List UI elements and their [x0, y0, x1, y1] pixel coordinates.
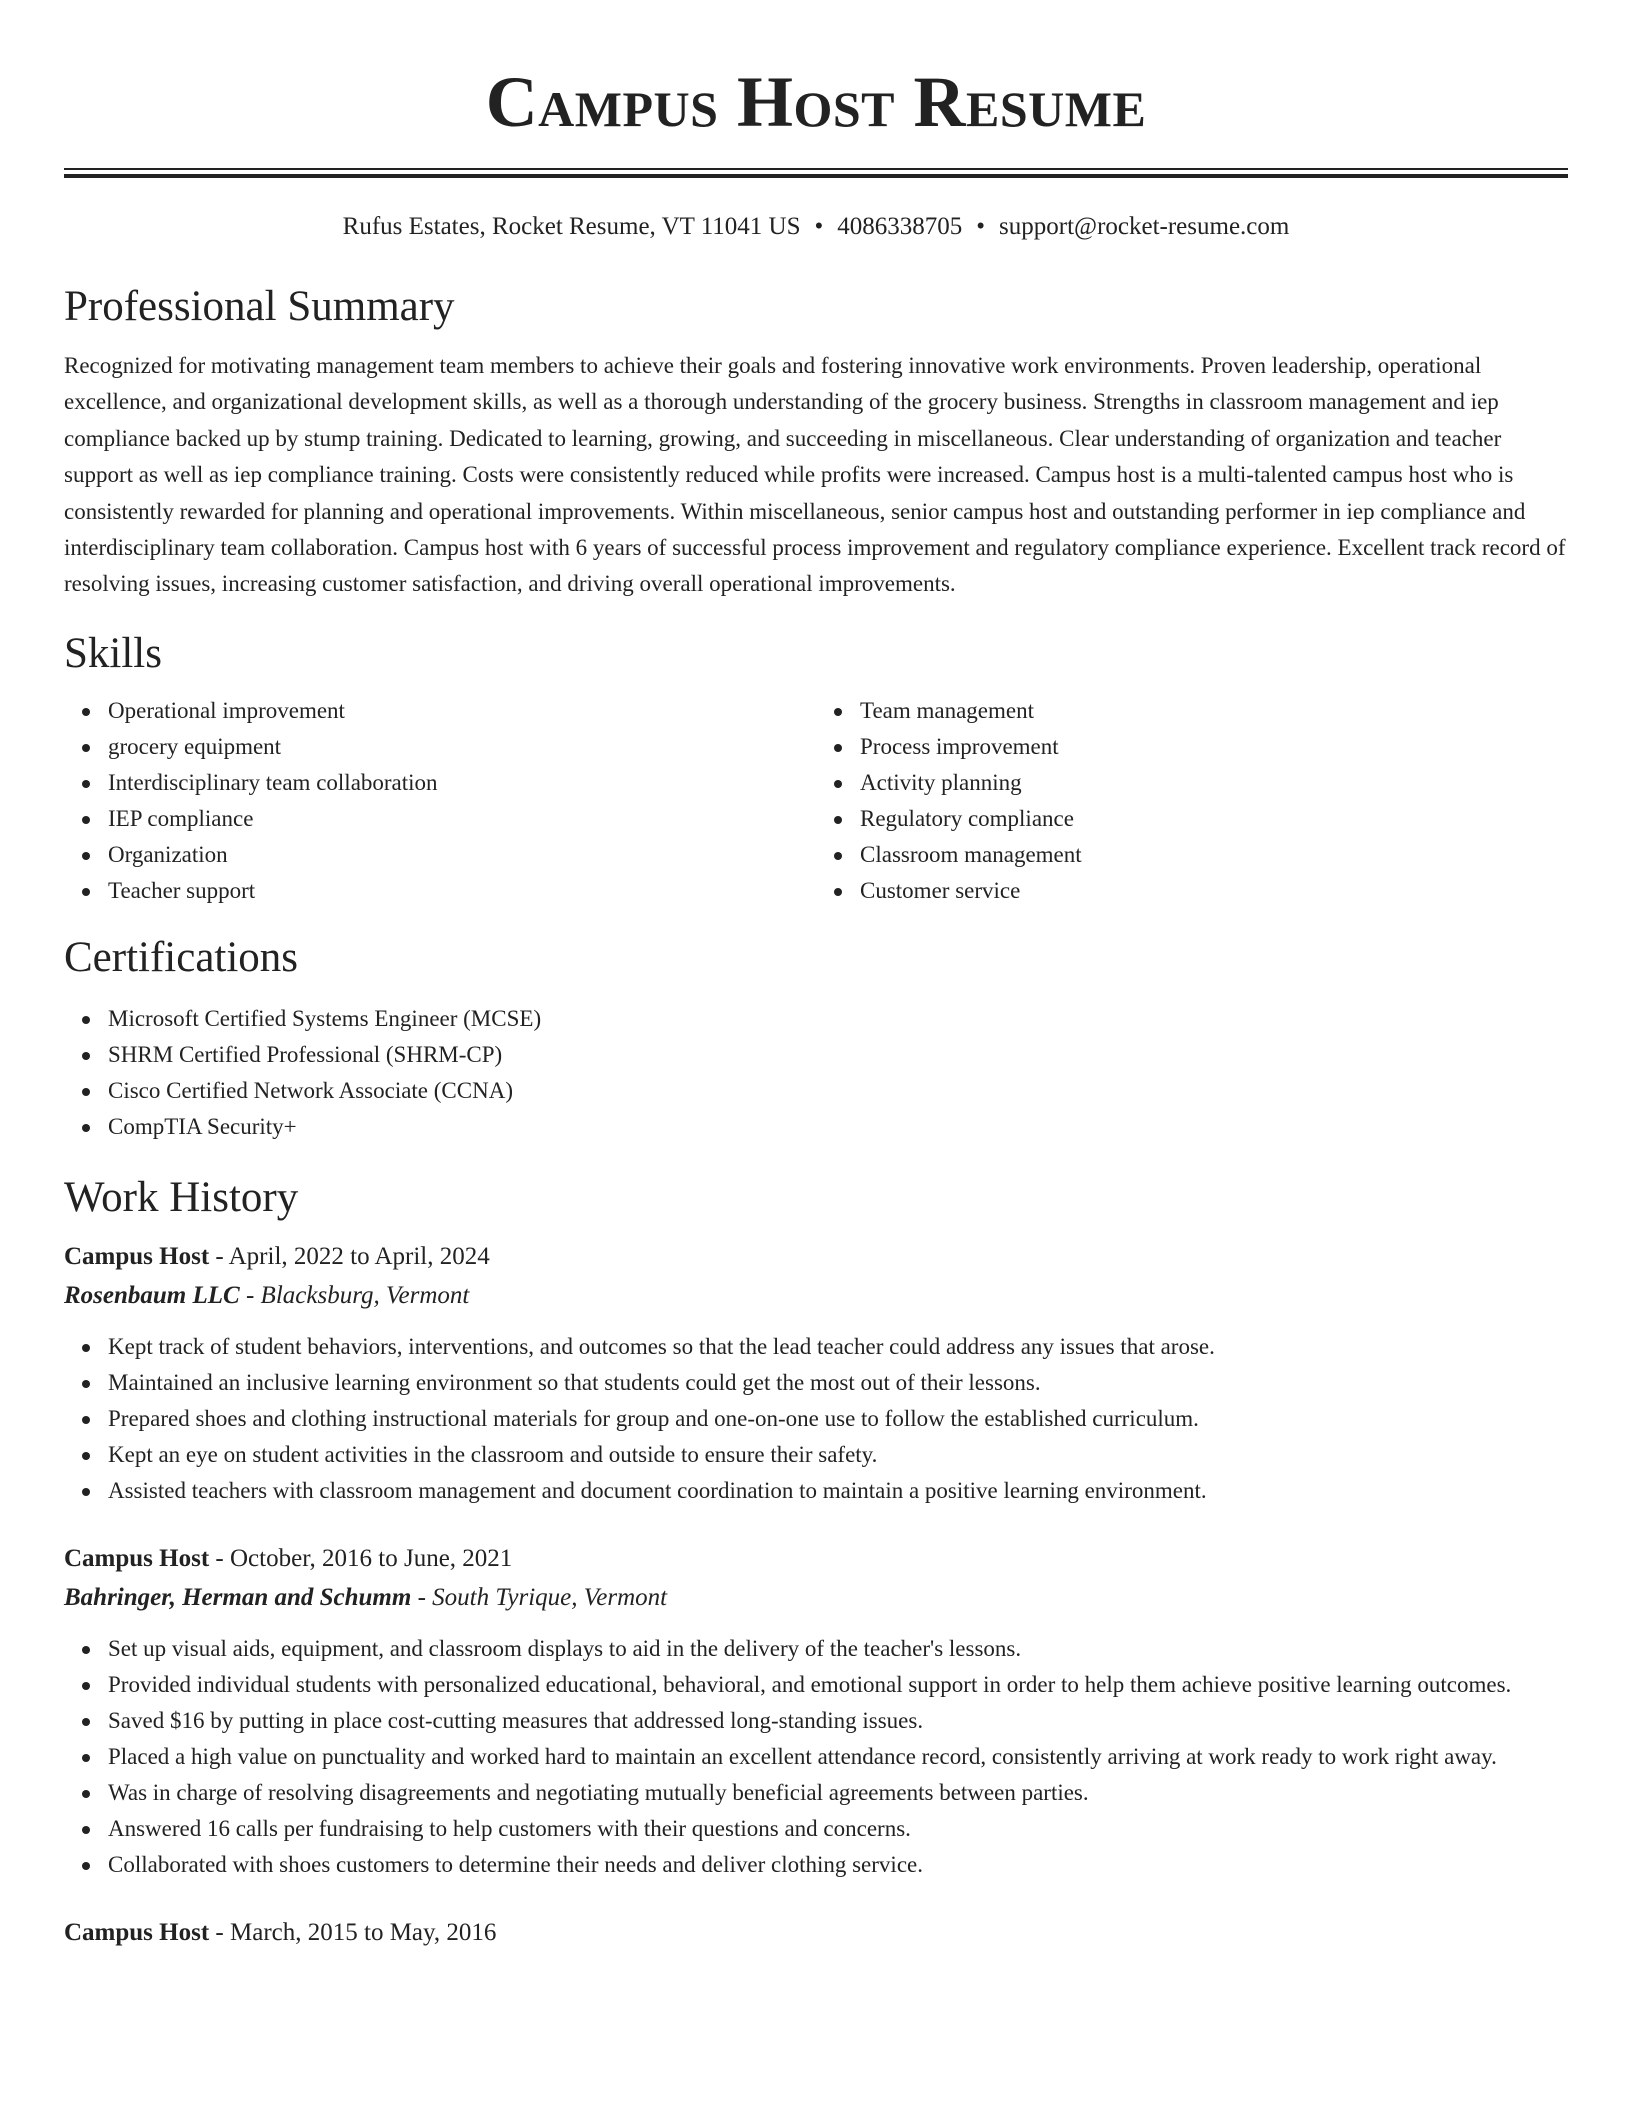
- summary-text: Recognized for motivating management team members to achieve their goals and fostering innovative work environments. Proven leadership, operational excellence, and organizational development skills, as well as a thorough understanding of the grocery business. Strengths in classroom management and iep compliance backed up by stump training. Dedicated to learning, growing, and succeeding in miscellaneous. Clear understanding of organization and teacher support as well as iep compliance training. Costs were consistently reduced while profits were increased. Campus host is a multi-talented campus host who is consistently rewarded for planning and operational improvements. Within miscellaneous, senior campus host and outstanding performer in iep compliance and interdisciplinary team collaboration. Campus host with 6 years of successful process improvement and regulatory compliance experience. Excellent track record of resolving issues, increasing customer satisfaction, and driving overall operational improvements.: [64, 353, 1566, 597]
- job-title: Campus Host: [64, 1544, 210, 1572]
- job-title-line: [64, 1237, 1568, 1276]
- contact-email: support@rocket-resume.com: [999, 213, 1290, 240]
- job-bullet: Kept track of student behaviors, interventions, and outcomes so that the lead teacher could address any issues that arose.: [64, 1329, 1568, 1365]
- job-dates: - March, 2015 to May, 2016: [209, 1918, 497, 1946]
- skill-item: Customer service: [816, 873, 1568, 909]
- skill-item: Classroom management: [816, 837, 1568, 873]
- contact-separator: •: [976, 213, 986, 240]
- skill-item: Interdisciplinary team collaboration: [64, 765, 816, 801]
- job-bullet: Prepared shoes and clothing instructional materials for group and one-on-one use to follow the established curriculum.: [64, 1401, 1568, 1437]
- job-location: - South Tyrique, Vermont: [411, 1583, 668, 1611]
- job-bullet: Set up visual aids, equipment, and classroom displays to aid in the delivery of the teacher's lessons.: [64, 1631, 1568, 1667]
- certification-item: Microsoft Certified Systems Engineer (MCSE): [64, 1001, 1568, 1037]
- job-bullet: Collaborated with shoes customers to determine their needs and deliver clothing service.: [64, 1847, 1568, 1883]
- skills-list-right: [816, 693, 1568, 909]
- page-title: Campus Host Resume: [485, 62, 1147, 142]
- job-title: Campus Host: [64, 1918, 210, 1946]
- job-entry: [64, 1913, 1568, 1952]
- job-dates: - October, 2016 to June, 2021: [209, 1544, 513, 1572]
- job-title: Campus Host: [64, 1242, 210, 1270]
- job-title-line: [64, 1913, 1568, 1952]
- job-bullets: [64, 1329, 1568, 1509]
- job-company: Bahringer, Herman and Schumm: [64, 1583, 412, 1611]
- contact-separator: •: [814, 213, 824, 240]
- job-dates: - April, 2022 to April, 2024: [209, 1242, 490, 1270]
- work-history-heading: Work History: [64, 1173, 299, 1221]
- job-entry: [64, 1237, 1568, 1509]
- skill-item: grocery equipment: [64, 729, 816, 765]
- contact-line: [64, 212, 1568, 242]
- job-entry: [64, 1539, 1568, 1883]
- skills-list-left: [64, 693, 816, 909]
- contact-phone: 4086338705: [837, 213, 963, 240]
- job-company-line: [64, 1276, 1568, 1315]
- skill-item: Activity planning: [816, 765, 1568, 801]
- job-bullet: Provided individual students with personalized educational, behavioral, and emotional support in order to help them achieve positive learning outcomes.: [64, 1667, 1568, 1703]
- job-company: Rosenbaum LLC: [64, 1281, 240, 1309]
- skill-item: Process improvement: [816, 729, 1568, 765]
- skills-heading: Skills: [64, 629, 162, 677]
- job-bullet: Placed a high value on punctuality and worked hard to maintain an excellent attendance record, consistently arriving at work ready to work right away.: [64, 1739, 1568, 1775]
- skills-columns: [64, 693, 1568, 909]
- job-bullet: Assisted teachers with classroom management and document coordination to maintain a positive learning environment.: [64, 1473, 1568, 1509]
- skill-item: Team management: [816, 693, 1568, 729]
- certifications-heading: Certifications: [64, 933, 299, 981]
- certification-item: CompTIA Security+: [64, 1109, 1568, 1145]
- skill-item: Operational improvement: [64, 693, 816, 729]
- job-bullet: Maintained an inclusive learning environment so that students could get the most out of their lessons.: [64, 1365, 1568, 1401]
- certifications-list: [64, 1001, 1568, 1145]
- job-title-line: [64, 1539, 1568, 1578]
- job-bullet: Was in charge of resolving disagreements and negotiating mutually beneficial agreements between parties.: [64, 1775, 1568, 1811]
- skill-item: Teacher support: [64, 873, 816, 909]
- certification-item: Cisco Certified Network Associate (CCNA): [64, 1073, 1568, 1109]
- summary-heading: Professional Summary: [64, 283, 455, 330]
- job-location: - Blacksburg, Vermont: [239, 1281, 470, 1309]
- job-bullet: Kept an eye on student activities in the classroom and outside to ensure their safety.: [64, 1437, 1568, 1473]
- contact-address: Rufus Estates, Rocket Resume, VT 11041 US: [342, 213, 801, 240]
- job-bullet: Answered 16 calls per fundraising to help customers with their questions and concerns.: [64, 1811, 1568, 1847]
- certification-item: SHRM Certified Professional (SHRM-CP): [64, 1037, 1568, 1073]
- skill-item: Organization: [64, 837, 816, 873]
- job-bullet: Saved $16 by putting in place cost-cutting measures that addressed long-standing issues.: [64, 1703, 1568, 1739]
- job-company-line: [64, 1578, 1568, 1617]
- title-divider: [64, 168, 1568, 178]
- skill-item: Regulatory compliance: [816, 801, 1568, 837]
- job-bullets: [64, 1631, 1568, 1883]
- skill-item: IEP compliance: [64, 801, 816, 837]
